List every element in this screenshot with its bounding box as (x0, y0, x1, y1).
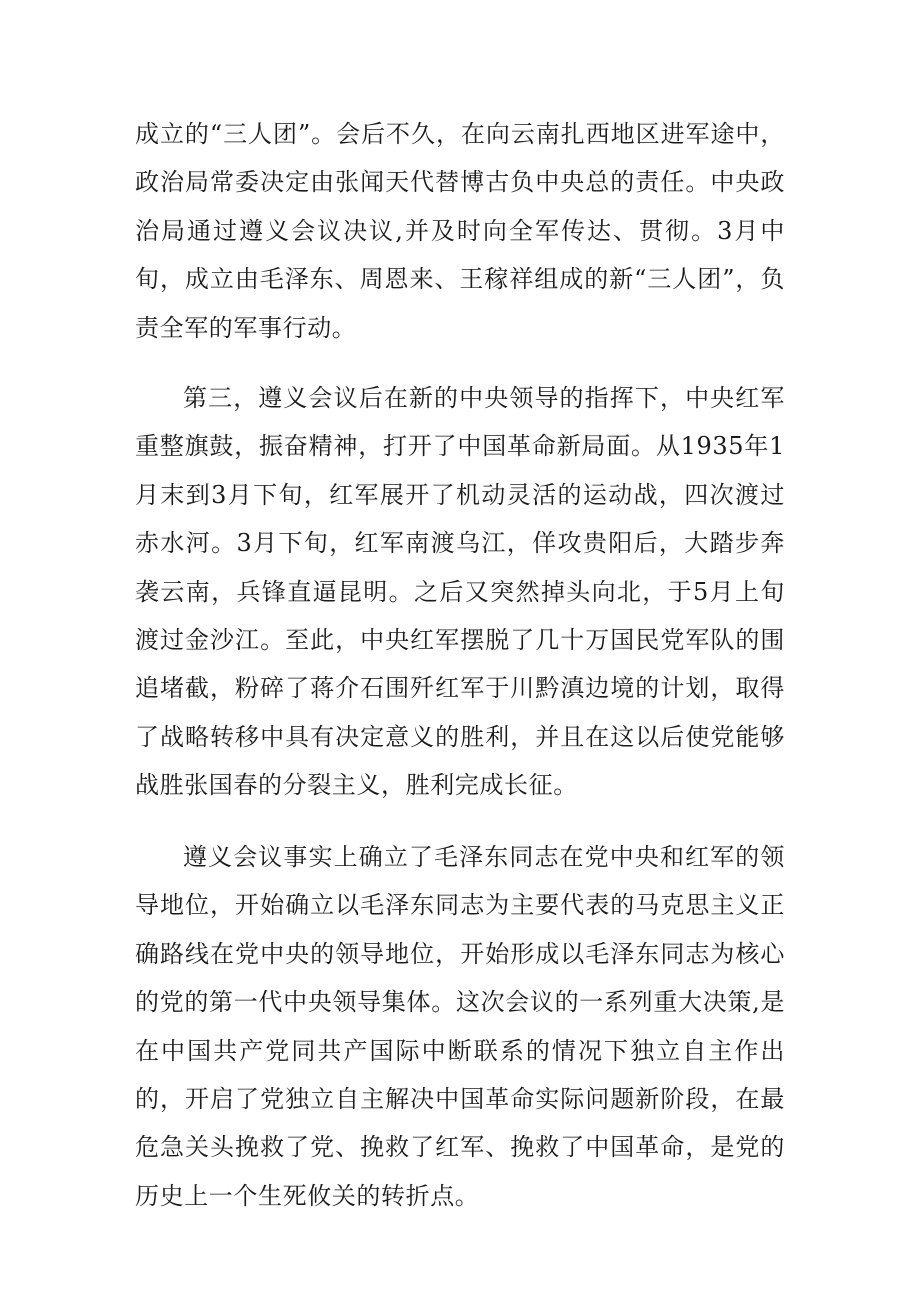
paragraph-continuation-three-person-group: 成立的“三人团”。会后不久，在向云南扎西地区进军途中，政治局常委决定由张闻天代替博古负中央总的责任。中央政治局通过遵义会议决议,并及时向全军传达、贯彻。3月中旬，成立由毛泽东、周恩来、王稼祥组成的新“三人团”，负责全军的军事行动。 (135, 120, 785, 342)
paragraph-zunyi-significance: 遵义会议事实上确立了毛泽东同志在党中央和红军的领导地位，开始确立以毛泽东同志为主要代表的马克思主义正确路线在党中央的领导地位，开始形成以毛泽东同志为核心的党的第一代中央领导集体。这次会议的一系列重大决策,是在中国共产党同共产国际中断联系的情况下独立自主作出的，开启了党独立自主解决中国革命实际问题新阶段，在最危急关头挽救了党、挽救了红军、挽救了中国革命，是党的历史上一个生死攸关的转折点。 (135, 843, 785, 1210)
paragraph-third-point-long-march: 第三，遵义会议后在新的中央领导的指挥下，中央红军重整旗鼓，振奋精神，打开了中国革命新局面。从1935年1月末到3月下旬，红军展开了机动灵活的运动战，四次渡过赤水河。3月下旬，红军南渡乌江，佯攻贵阳后，大踏步奔袭云南，兵锋直逼昆明。之后又突然掉头向北，于5月上旬渡过金沙江。至此，中央红军摆脱了几十万国民党军队的围追堵截，粉碎了蒋介石围歼红军于川黔滇边境的计划，取得了战略转移中具有决定意义的胜利，并且在这以后使党能够战胜张国春的分裂主义，胜利完成长征。 (135, 384, 785, 800)
